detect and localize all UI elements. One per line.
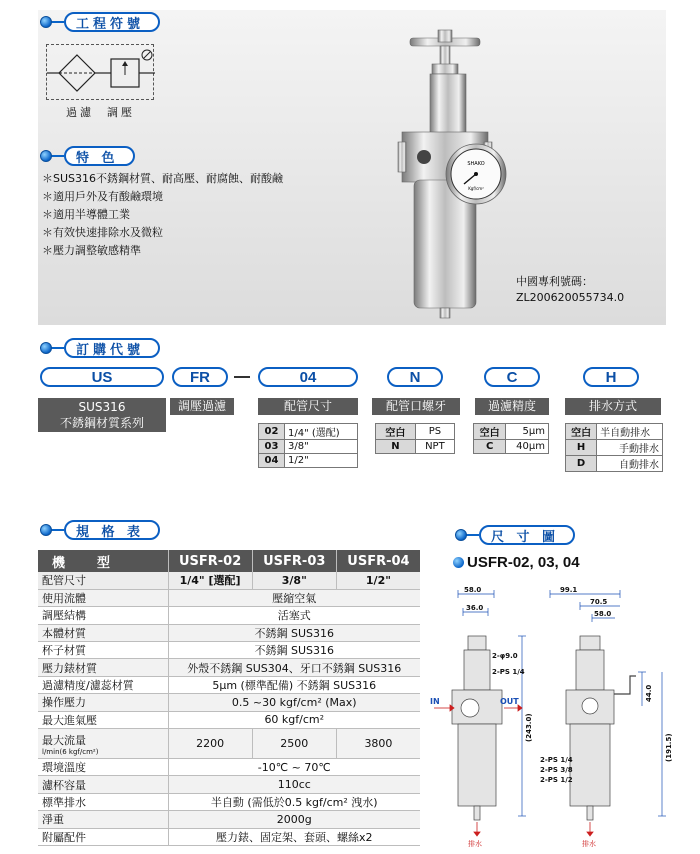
label-fr: 調壓過濾 <box>170 398 234 415</box>
list-item: ＊適用戶外及有酸鹼環境 <box>42 190 163 203</box>
gauge-unit: Kgf/cm² <box>468 186 484 191</box>
filter-regulator-symbol-icon <box>47 45 155 101</box>
label-thread: 配管口螺牙 <box>372 398 460 415</box>
table-row: 空白 5μm <box>474 424 549 440</box>
filter-table <box>473 423 549 454</box>
table-row: 濾杯容量 110cc <box>38 776 420 793</box>
table-row: 機 型 USFR-02 USFR-03 USFR-04 <box>38 550 420 572</box>
label-port: 配管尺寸 <box>258 398 358 415</box>
bullet-icon <box>455 529 467 541</box>
drain-label-front: 排水 <box>468 840 482 848</box>
list-item: ＊壓力調整敏感精準 <box>42 244 141 257</box>
table-row: 空白 半自動排水 <box>566 424 663 440</box>
table-row: 壓力錶材質 外殼不銹鋼 SUS304、牙口不銹鋼 SUS316 <box>38 659 420 676</box>
table-row: 操作壓力 0.5 ~30 kgf/cm² (Max) <box>38 694 420 711</box>
dim-side-1915: (191.5) <box>665 733 673 762</box>
table-row: 04 1/2" <box>259 454 358 468</box>
outlet-label: OUT <box>500 697 519 706</box>
table-row: 淨重 2000g <box>38 811 420 828</box>
dim-side-991: 99.1 <box>560 586 578 594</box>
bullet-icon <box>40 16 52 28</box>
dimension-drawing <box>430 584 680 850</box>
label-filter: 過濾精度 <box>475 398 549 415</box>
bullet-icon <box>453 557 464 568</box>
bullet-icon <box>40 150 52 162</box>
section-header-dimension: 尺 寸 圖 <box>455 525 575 545</box>
gauge-brand: SHAKO <box>467 161 485 167</box>
table-row: 環境溫度 -10℃ ~ 70℃ <box>38 759 420 776</box>
table-row: 最大流量 l/min(6 kgf/cm²) 2200 2500 3800 <box>38 729 420 759</box>
code-us: US <box>40 367 164 387</box>
table-row: 使用流體 壓縮空氣 <box>38 589 420 606</box>
table-row: H 手動排水 <box>566 440 663 456</box>
dimension-title: USFR-02, 03, 04 <box>453 554 580 571</box>
table-row: C 40μm <box>474 440 549 454</box>
table-row: 標準排水 半自動 (需低於0.5 kgf/cm² 洩水) <box>38 793 420 810</box>
port-size-table <box>258 423 358 468</box>
code-thread: N <box>387 367 443 387</box>
spec-table <box>38 550 420 846</box>
list-item: ＊SUS316不銹鋼材質、耐高壓、耐腐蝕、耐酸鹼 <box>42 172 284 185</box>
dim-side-58: 58.0 <box>594 610 612 618</box>
list-item: ＊有效快速排除水及微粒 <box>42 226 163 239</box>
dim-front-243: (243.0) <box>525 713 533 742</box>
thread-table <box>375 423 455 454</box>
table-row: 空白 PS <box>376 424 455 440</box>
section-header-order: 訂購代號 <box>40 338 160 358</box>
list-item: ＊適用半導體工業 <box>42 208 130 221</box>
dim-side-port-3: 2-PS 1/2 <box>540 776 573 784</box>
table-row: 過濾精度/濾蕊材質 5μm (標準配備) 不銹鋼 SUS316 <box>38 676 420 693</box>
label-series: SUS316 不銹鋼材質系列 <box>38 398 166 432</box>
dim-side-44: 44.0 <box>645 684 653 702</box>
table-row: 最大進氣壓 60 kgf/cm² <box>38 711 420 728</box>
table-row: D 自動排水 <box>566 456 663 472</box>
table-row: 03 3/8" <box>259 440 358 454</box>
dim-side-port-2: 2-PS 3/8 <box>540 766 573 774</box>
table-row: 配管尺寸 1/4" [選配] 3/8" 1/2" <box>38 572 420 589</box>
table-row: N NPT <box>376 440 455 454</box>
code-separator <box>234 376 250 378</box>
label-drain: 排水方式 <box>565 398 661 415</box>
code-fr: FR <box>172 367 228 387</box>
code-filter: C <box>484 367 540 387</box>
patent-info: 中國專利號碼： ZL200620055734.0 <box>516 275 625 304</box>
dim-front-36: 36.0 <box>466 604 484 612</box>
product-photo <box>380 24 530 324</box>
drain-table <box>565 423 663 472</box>
section-header-spec: 規 格 表 <box>40 520 160 540</box>
table-row: 附屬配件 壓力錶、固定架、套頭、螺絲x2 <box>38 828 420 845</box>
drain-label-side: 排水 <box>582 840 596 848</box>
symbol-labels: 過濾 調壓 <box>66 106 135 119</box>
dim-front-58: 58.0 <box>464 586 482 594</box>
dim-side-port-1: 2-PS 1/4 <box>540 756 573 764</box>
section-header-features: 特 色 <box>40 146 135 166</box>
section-header-symbol: 工程符號 <box>40 12 160 32</box>
feature-list <box>42 170 283 260</box>
bullet-icon <box>40 524 52 536</box>
table-row: 本體材質 不銹鋼 SUS316 <box>38 624 420 641</box>
code-port: 04 <box>258 367 358 387</box>
table-row: 調壓結構 活塞式 <box>38 607 420 624</box>
table-row: 杯子材質 不銹鋼 SUS316 <box>38 642 420 659</box>
table-row: 02 1/4" (選配) <box>259 424 358 440</box>
code-drain: H <box>583 367 639 387</box>
symbol-diagram <box>46 44 154 100</box>
inlet-label: IN <box>430 697 440 706</box>
dim-front-ps: 2-PS 1/4 <box>492 668 525 676</box>
dim-side-705: 70.5 <box>590 598 608 606</box>
bullet-icon <box>40 342 52 354</box>
dim-front-hole: 2-φ9.0 <box>492 652 518 660</box>
